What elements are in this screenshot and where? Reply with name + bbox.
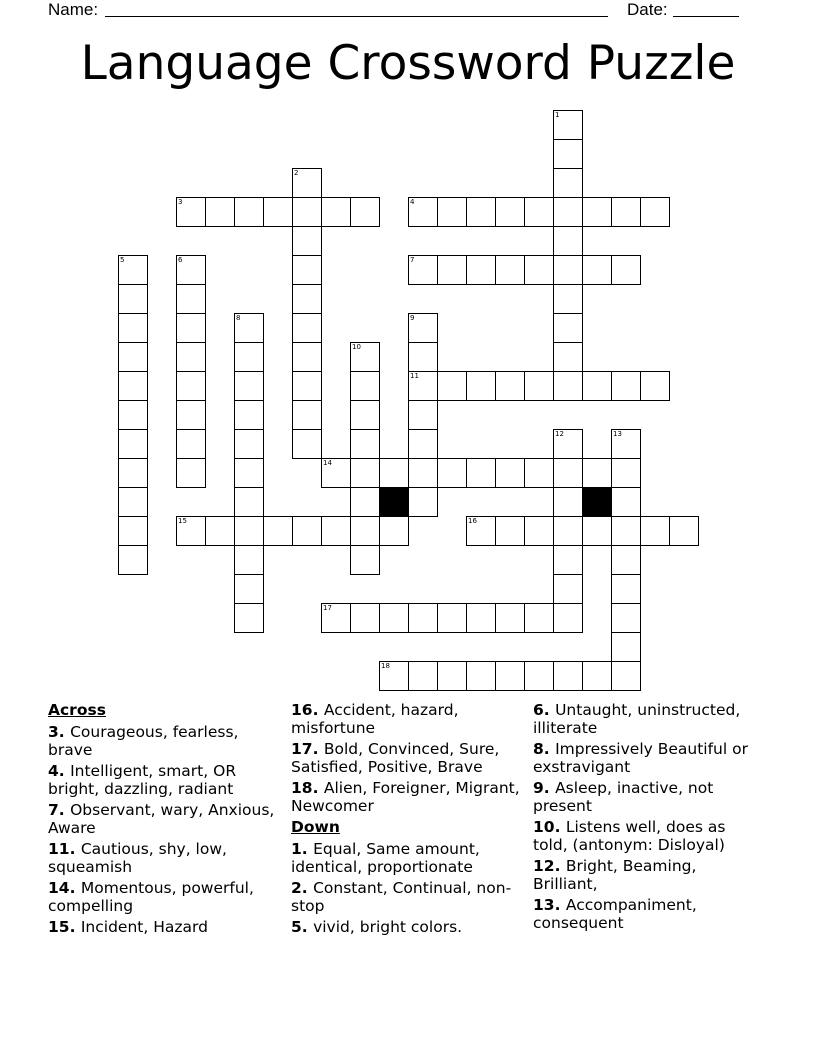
clue-number: 18. <box>291 779 324 797</box>
grid-cell[interactable] <box>495 661 525 691</box>
cell-number: 10 <box>352 343 361 351</box>
grid-cell[interactable] <box>553 574 583 604</box>
grid-cell[interactable] <box>379 661 409 691</box>
clue-number: 9. <box>533 779 556 797</box>
grid-cell[interactable] <box>466 603 496 633</box>
grid-cell[interactable] <box>437 197 467 227</box>
cell-number: 2 <box>294 169 299 177</box>
grid-cell[interactable] <box>553 255 583 285</box>
grid-cell[interactable] <box>321 603 351 633</box>
clue-number: 6. <box>533 701 556 719</box>
grid-cell[interactable] <box>408 458 438 488</box>
clue-number: 16. <box>291 701 324 719</box>
grid-cell[interactable] <box>176 371 206 401</box>
grid-cell[interactable] <box>176 516 206 546</box>
grid-cell[interactable] <box>553 110 583 140</box>
grid-cell[interactable] <box>118 371 148 401</box>
clue-number: 15. <box>48 918 81 936</box>
clue-text: Accompaniment, consequent <box>533 896 697 932</box>
across-clue <box>291 701 526 737</box>
clue-text: Incident, Hazard <box>80 918 208 936</box>
clue-text: Impressively Beautiful or exstravigant <box>533 740 748 776</box>
grid-cell[interactable] <box>176 400 206 430</box>
down-clue <box>533 896 763 932</box>
grid-cell[interactable] <box>118 342 148 372</box>
cell-number: 4 <box>410 198 415 206</box>
grid-cell[interactable] <box>408 400 438 430</box>
down-clue <box>533 740 763 776</box>
grid-cell[interactable] <box>292 342 322 372</box>
grid-cell[interactable] <box>234 516 264 546</box>
black-cell <box>379 487 409 517</box>
grid-cell[interactable] <box>118 429 148 459</box>
grid-cell[interactable] <box>234 487 264 517</box>
down-clue <box>533 818 763 854</box>
grid-cell[interactable] <box>408 342 438 372</box>
cell-number: 9 <box>410 314 415 322</box>
grid-cell[interactable] <box>408 429 438 459</box>
grid-cell[interactable] <box>611 487 641 517</box>
grid-cell[interactable] <box>118 458 148 488</box>
grid-cell[interactable] <box>408 661 438 691</box>
black-cell <box>582 487 612 517</box>
grid-cell[interactable] <box>553 429 583 459</box>
grid-cell[interactable] <box>611 661 641 691</box>
clue-text: Asleep, inactive, not present <box>533 779 714 815</box>
clue-text: Courageous, fearless, brave <box>48 723 239 759</box>
grid-cell[interactable] <box>611 458 641 488</box>
grid-cell[interactable] <box>263 197 293 227</box>
grid-cell[interactable] <box>524 255 554 285</box>
cell-number: 12 <box>555 430 564 438</box>
clue-number: 4. <box>48 762 71 780</box>
clue-text: Bold, Convinced, Sure, Satisfied, Positive, Brave <box>291 740 500 776</box>
grid-cell[interactable] <box>234 545 264 575</box>
grid-cell[interactable] <box>292 313 322 343</box>
grid-cell[interactable] <box>176 255 206 285</box>
grid-cell[interactable] <box>205 197 235 227</box>
clue-number: 2. <box>291 879 314 897</box>
grid-cell[interactable] <box>176 197 206 227</box>
clue-column-3 <box>533 701 763 935</box>
grid-cell[interactable] <box>466 516 496 546</box>
grid-cell[interactable] <box>118 400 148 430</box>
across-clue <box>48 879 278 915</box>
grid-cell[interactable] <box>263 516 293 546</box>
grid-cell[interactable] <box>234 603 264 633</box>
across-clue <box>48 723 278 759</box>
grid-cell[interactable] <box>234 400 264 430</box>
grid-cell[interactable] <box>437 458 467 488</box>
grid-cell[interactable] <box>640 371 670 401</box>
grid-cell[interactable] <box>553 139 583 169</box>
grid-cell[interactable] <box>466 255 496 285</box>
grid-cell[interactable] <box>611 545 641 575</box>
grid-cell[interactable] <box>350 603 380 633</box>
grid-cell[interactable] <box>582 197 612 227</box>
name-label: Name: <box>48 0 99 19</box>
grid-cell[interactable] <box>292 371 322 401</box>
grid-cell[interactable] <box>205 516 235 546</box>
grid-cell[interactable] <box>553 371 583 401</box>
grid-cell[interactable] <box>234 197 264 227</box>
grid-cell[interactable] <box>466 661 496 691</box>
clue-text: Untaught, uninstructed, illiterate <box>533 701 741 737</box>
grid-cell[interactable] <box>611 197 641 227</box>
grid-cell[interactable] <box>234 458 264 488</box>
grid-cell[interactable] <box>176 313 206 343</box>
grid-cell[interactable] <box>321 516 351 546</box>
grid-cell[interactable] <box>176 429 206 459</box>
grid-cell[interactable] <box>350 487 380 517</box>
grid-cell[interactable] <box>495 516 525 546</box>
grid-cell[interactable] <box>553 197 583 227</box>
grid-cell[interactable] <box>611 516 641 546</box>
grid-cell[interactable] <box>553 168 583 198</box>
grid-cell[interactable] <box>611 371 641 401</box>
grid-cell[interactable] <box>553 313 583 343</box>
grid-cell[interactable] <box>292 168 322 198</box>
cell-number: 17 <box>323 604 332 612</box>
down-clue <box>533 779 763 815</box>
grid-cell[interactable] <box>553 226 583 256</box>
across-clue-list-continued <box>291 701 526 815</box>
down-heading: Down <box>291 818 340 836</box>
grid-cell[interactable] <box>582 516 612 546</box>
grid-cell[interactable] <box>553 487 583 517</box>
grid-cell[interactable] <box>350 371 380 401</box>
clue-text: Cautious, shy, low, squeamish <box>48 840 227 876</box>
grid-cell[interactable] <box>379 603 409 633</box>
grid-cell[interactable] <box>611 429 641 459</box>
page-title: Language Crossword Puzzle <box>80 36 736 91</box>
grid-cell[interactable] <box>118 516 148 546</box>
grid-cell[interactable] <box>495 458 525 488</box>
grid-cell[interactable] <box>408 197 438 227</box>
clue-number: 7. <box>48 801 71 819</box>
grid-cell[interactable] <box>524 197 554 227</box>
grid-cell[interactable] <box>553 545 583 575</box>
clue-number: 3. <box>48 723 71 741</box>
down-clue <box>291 840 526 876</box>
grid-cell[interactable] <box>408 313 438 343</box>
grid-cell[interactable] <box>118 255 148 285</box>
grid-cell[interactable] <box>292 516 322 546</box>
grid-cell[interactable] <box>553 342 583 372</box>
cell-number: 13 <box>613 430 622 438</box>
clue-text: vivid, bright colors. <box>313 918 463 936</box>
clue-column-1 <box>48 701 278 939</box>
grid-cell[interactable] <box>292 226 322 256</box>
grid-cell[interactable] <box>524 661 554 691</box>
cell-number: 7 <box>410 256 415 264</box>
clue-text: Listens well, does as told, (antonym: Disloyal) <box>533 818 726 854</box>
grid-cell[interactable] <box>640 197 670 227</box>
grid-cell[interactable] <box>118 313 148 343</box>
grid-cell[interactable] <box>292 255 322 285</box>
clue-number: 1. <box>291 840 314 858</box>
across-clue <box>48 801 278 837</box>
grid-cell[interactable] <box>408 371 438 401</box>
across-clue <box>291 779 526 815</box>
grid-cell[interactable] <box>640 516 670 546</box>
down-clue-list-continued <box>533 701 763 932</box>
grid-cell[interactable] <box>495 197 525 227</box>
grid-cell[interactable] <box>524 371 554 401</box>
grid-cell[interactable] <box>495 603 525 633</box>
clue-text: Equal, Same amount, identical, proportionate <box>291 840 480 876</box>
grid-cell[interactable] <box>350 197 380 227</box>
grid-cell[interactable] <box>611 255 641 285</box>
clue-column-2 <box>291 701 526 939</box>
cell-number: 14 <box>323 459 332 467</box>
grid-cell[interactable] <box>234 342 264 372</box>
grid-cell[interactable] <box>118 284 148 314</box>
grid-cell[interactable] <box>118 545 148 575</box>
grid-cell[interactable] <box>379 516 409 546</box>
grid-cell[interactable] <box>350 516 380 546</box>
grid-cell[interactable] <box>466 197 496 227</box>
grid-cell[interactable] <box>350 458 380 488</box>
clue-number: 14. <box>48 879 81 897</box>
clue-number: 13. <box>533 896 566 914</box>
grid-cell[interactable] <box>466 371 496 401</box>
grid-cell[interactable] <box>321 458 351 488</box>
grid-cell[interactable] <box>176 342 206 372</box>
grid-cell[interactable] <box>234 313 264 343</box>
grid-cell[interactable] <box>292 400 322 430</box>
across-clue-list <box>48 723 278 936</box>
grid-cell[interactable] <box>292 284 322 314</box>
across-clue <box>48 918 278 936</box>
across-clue <box>48 762 278 798</box>
clue-number: 17. <box>291 740 324 758</box>
clue-text: Alien, Foreigner, Migrant, Newcomer <box>291 779 520 815</box>
grid-cell[interactable] <box>437 603 467 633</box>
cell-number: 16 <box>468 517 477 525</box>
grid-cell[interactable] <box>408 487 438 517</box>
grid-cell[interactable] <box>437 371 467 401</box>
grid-cell[interactable] <box>553 661 583 691</box>
grid-cell[interactable] <box>350 400 380 430</box>
cell-number: 3 <box>178 198 183 206</box>
cell-number: 5 <box>120 256 125 264</box>
grid-cell[interactable] <box>524 516 554 546</box>
grid-cell[interactable] <box>611 574 641 604</box>
grid-cell[interactable] <box>582 458 612 488</box>
grid-cell[interactable] <box>582 371 612 401</box>
clue-text: Intelligent, smart, OR bright, dazzling, radiant <box>48 762 237 798</box>
down-clue <box>533 701 763 737</box>
clue-text: Accident, hazard, misfortune <box>291 701 459 737</box>
clue-number: 5. <box>291 918 314 936</box>
grid-cell[interactable] <box>292 429 322 459</box>
down-clue-list <box>291 840 526 936</box>
cell-number: 18 <box>381 662 390 670</box>
cell-number: 1 <box>555 111 560 119</box>
across-heading: Across <box>48 701 106 719</box>
grid-cell[interactable] <box>495 371 525 401</box>
grid-cell[interactable] <box>234 574 264 604</box>
grid-cell[interactable] <box>524 603 554 633</box>
cell-number: 11 <box>410 372 419 380</box>
grid-cell[interactable] <box>611 632 641 662</box>
down-clue <box>291 879 526 915</box>
clue-text: Bright, Beaming, Brilliant, <box>533 857 697 893</box>
grid-cell[interactable] <box>553 516 583 546</box>
clue-number: 11. <box>48 840 81 858</box>
grid-cell[interactable] <box>321 197 351 227</box>
clue-number: 10. <box>533 818 566 836</box>
across-clue <box>291 740 526 776</box>
cell-number: 15 <box>178 517 187 525</box>
down-clue <box>291 918 526 936</box>
grid-cell[interactable] <box>176 284 206 314</box>
grid-cell[interactable] <box>553 458 583 488</box>
across-clue <box>48 840 278 876</box>
grid-cell[interactable] <box>350 545 380 575</box>
date-label: Date: <box>627 0 668 19</box>
grid-cell[interactable] <box>234 371 264 401</box>
grid-cell[interactable] <box>437 661 467 691</box>
grid-cell[interactable] <box>408 603 438 633</box>
clue-text: Constant, Continual, non-stop <box>291 879 512 915</box>
grid-cell[interactable] <box>524 458 554 488</box>
clue-number: 12. <box>533 857 566 875</box>
grid-cell[interactable] <box>553 603 583 633</box>
grid-cell[interactable] <box>437 255 467 285</box>
grid-cell[interactable] <box>379 458 409 488</box>
grid-cell[interactable] <box>582 255 612 285</box>
grid-cell[interactable] <box>495 255 525 285</box>
grid-cell[interactable] <box>350 342 380 372</box>
grid-cell[interactable] <box>408 255 438 285</box>
down-clue <box>533 857 763 893</box>
cell-number: 6 <box>178 256 183 264</box>
clue-text: Observant, wary, Anxious, Aware <box>48 801 275 837</box>
grid-cell[interactable] <box>234 429 264 459</box>
grid-cell[interactable] <box>611 603 641 633</box>
clue-number: 8. <box>533 740 556 758</box>
grid-cell[interactable] <box>669 516 699 546</box>
grid-cell[interactable] <box>582 661 612 691</box>
grid-cell[interactable] <box>350 429 380 459</box>
grid-cell[interactable] <box>292 197 322 227</box>
cell-number: 8 <box>236 314 241 322</box>
clue-text: Momentous, powerful, compelling <box>48 879 254 915</box>
grid-cell[interactable] <box>553 284 583 314</box>
grid-cell[interactable] <box>466 458 496 488</box>
grid-cell[interactable] <box>176 458 206 488</box>
grid-cell[interactable] <box>118 487 148 517</box>
